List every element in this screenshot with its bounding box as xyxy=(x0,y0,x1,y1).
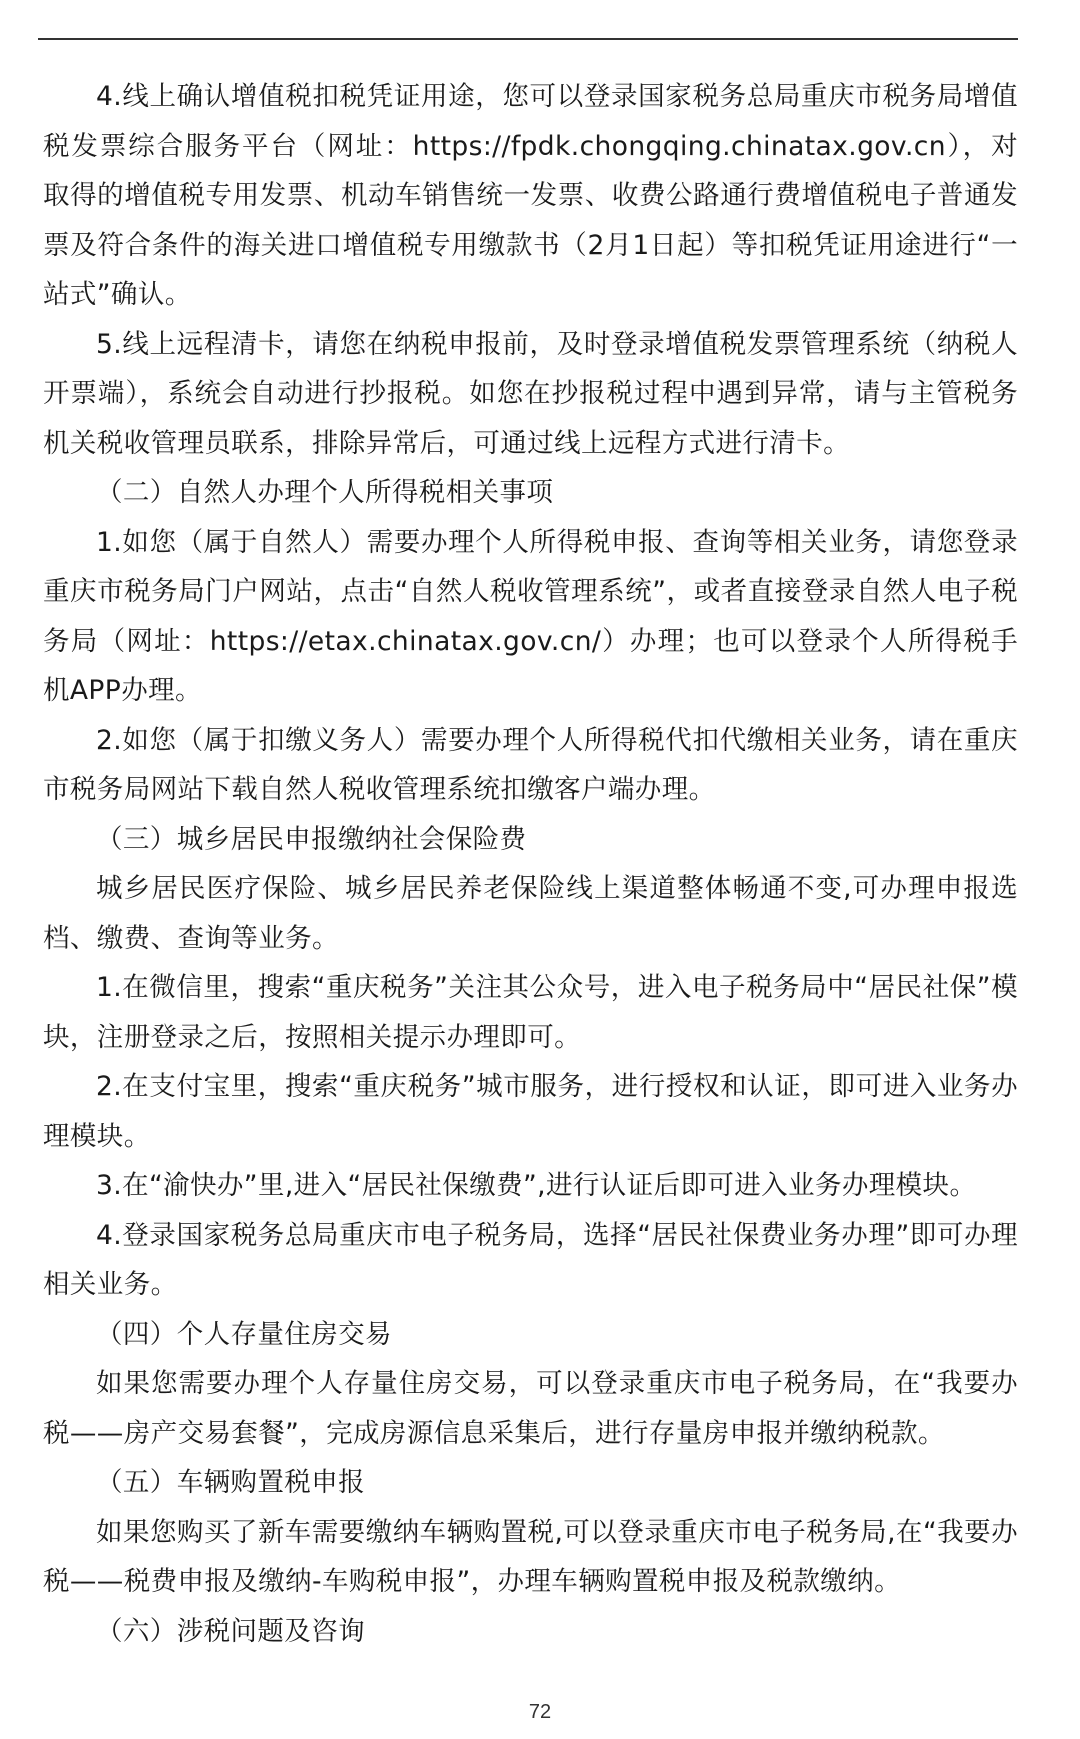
section-heading-vehicle-purchase-tax: （五）车辆购置税申报 xyxy=(96,1467,365,1498)
section-heading-tax-consultation: （六）涉税问题及咨询 xyxy=(96,1615,365,1647)
paragraph-natural-person-filing: 1.如您（属于自然人）需要办理个人所得税申报、查询等相关业务，请您登录重庆市税务局门户网站，点击“自然人税收管理系统”，或者直接登录自然人电子税务局（网址：https://etax.chinatax.gov.cn/）办理；也可以登录个人所得税手机APP办理。 xyxy=(43,526,1018,706)
paragraph-alipay-method: 2.在支付宝里，搜索“重庆税务”城市服务，进行授权和认证，即可进入业务办理模块。 xyxy=(43,1071,1018,1152)
paragraph-yukuaiban-method: 3.在“渝快办”里,进入“居民社保缴费”,进行认证后即可进入业务办理模块。 xyxy=(96,1170,977,1201)
section-heading-individual-income-tax: （二）自然人办理个人所得税相关事项 xyxy=(96,477,554,508)
section-heading-housing-transaction: （四）个人存量住房交易 xyxy=(96,1318,392,1350)
page-number: 72 xyxy=(528,1701,552,1723)
paragraph-withholding-agent: 2.如您（属于扣缴义务人）需要办理个人所得税代扣代缴相关业务，请在重庆市税务局网站下载自然人税收管理系统扣缴客户端办理。 xyxy=(43,724,1018,805)
top-divider-line xyxy=(38,38,1018,40)
paragraph-vehicle-purchase-tax: 如果您购买了新车需要缴纳车辆购置税,可以登录重庆市电子税务局,在“我要办税——税费申报及缴纳-车购税申报”，办理车辆购置税申报及税款缴纳。 xyxy=(43,1516,1018,1597)
paragraph-vat-deduction-confirmation: 4.线上确认增值税扣税凭证用途，您可以登录国家税务总局重庆市税务局增值税发票综合服务平台（网址：https://fpdk.chongqing.chinatax.gov.cn），对取得的增值税专用发票、机动车销售统一发票、收费公路通行费增值税电子普通发票及符合条件的海关进口增值税专用缴款书（2月1日起）等扣税凭证用途进行“一站式”确认。 xyxy=(43,81,1018,310)
paragraph-housing-transaction: 如果您需要办理个人存量住房交易，可以登录重庆市电子税务局，在“我要办税——房产交易套餐”，完成房源信息采集后，进行存量房申报并缴纳税款。 xyxy=(43,1368,1018,1449)
paragraph-social-insurance-channels: 城乡居民医疗保险、城乡居民养老保险线上渠道整体畅通不变,可办理申报选档、缴费、查询等业务。 xyxy=(43,873,1018,954)
paragraph-e-tax-bureau-method: 4.登录国家税务总局重庆市电子税务局，选择“居民社保费业务办理”即可办理相关业务。 xyxy=(43,1219,1018,1300)
document-body xyxy=(43,72,1018,1656)
paragraph-remote-card-clearing: 5.线上远程清卡，请您在纳税申报前，及时登录增值税发票管理系统（纳税人开票端），系统会自动进行抄报税。如您在抄报税过程中遇到异常，请与主管税务机关税收管理员联系，排除异常后，可通过线上远程方式进行清卡。 xyxy=(43,328,1018,459)
section-heading-social-insurance: （三）城乡居民申报缴纳社会保险费 xyxy=(96,823,527,855)
paragraph-wechat-method: 1.在微信里，搜索“重庆税务”关注其公众号，进入电子税务局中“居民社保”模块，注册登录之后，按照相关提示办理即可。 xyxy=(43,972,1018,1053)
